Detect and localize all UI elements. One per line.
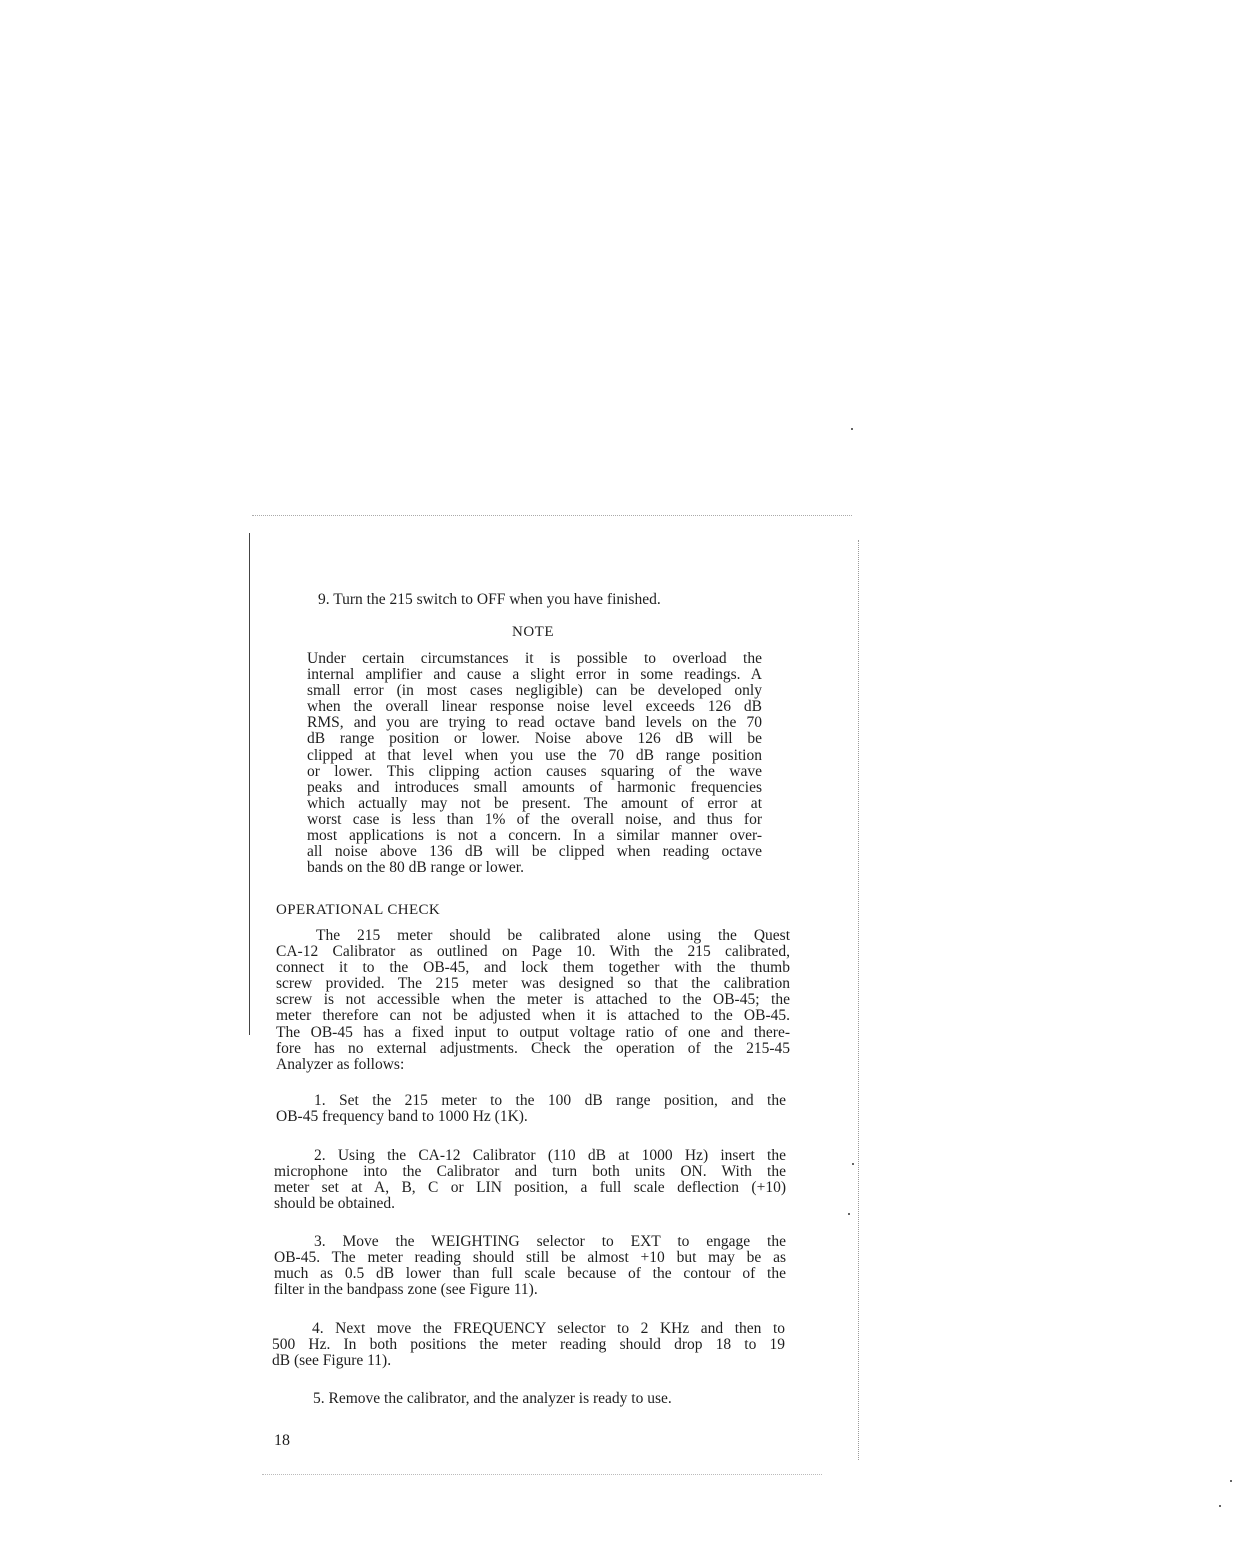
note-line: RMS, and you are trying to read octave band levels on the 70 [307,714,762,732]
step-line: 500 Hz. In both positions the meter reading should drop 18 to 19 [272,1336,785,1354]
scan-speckle-top [252,515,852,516]
note-line: when the overall linear response noise level exceeds 126 dB [307,698,762,716]
scan-dot [848,1213,850,1215]
operational-line: Analyzer as follows: [276,1055,405,1073]
note-line: peaks and introduces small amounts of harmonic frequencies [307,778,762,796]
note-line: bands on the 80 dB range or lower. [307,859,524,877]
note-line: which actually may not be present. The amount of error at [307,794,762,812]
operational-line: screw provided. The 215 meter was designed so that the calibration [276,975,790,993]
step-line: much as 0.5 dB lower than full scale because of the contour of the [274,1265,786,1283]
step-9: 9. Turn the 215 switch to OFF when you have finished. [318,591,661,608]
step-4 [272,1321,785,1369]
note-line: most applications is not a concern. In a similar manner over- [307,827,762,845]
scan-speckle-bottom [262,1474,822,1475]
note-line: internal amplifier and cause a slight error in some readings. A [307,666,762,684]
scan-page-edge [249,533,250,1035]
step-line: should be obtained. [274,1195,395,1213]
note-line: or lower. This clipping action causes squaring of the wave [307,762,762,780]
step-line: OB-45. The meter reading should still be almost +10 but may be as [274,1249,786,1267]
step-5: 5. Remove the calibrator, and the analyzer is ready to use. [313,1390,672,1407]
note-line: dB range position or lower. Noise above 126 dB will be [307,730,762,748]
scan-dot [1219,1505,1221,1507]
note-line: clipped at that level when you use the 70 dB range position [307,746,762,764]
scan-page-edge-right [858,540,859,1460]
step-line: meter set at A, B, C or LIN position, a full scale deflection (+10) [274,1179,786,1197]
step-line: OB-45 frequency band to 1000 Hz (1K). [276,1108,528,1126]
note-line: all noise above 136 dB will be clipped when reading octave [307,843,762,861]
step-line: 2. Using the CA-12 Calibrator (110 dB at 1000 Hz) insert the [314,1147,786,1164]
operational-line: CA-12 Calibrator as outlined on Page 10. With the 215 calibrated, [276,943,790,961]
note-line: small error (in most cases negligible) can be developed only [307,682,762,700]
scan-dot [852,1163,854,1165]
scan-dot [851,428,853,430]
operational-line: screw is not accessible when the meter is attached to the OB-45; the [276,991,790,1009]
step-line: 4. Next move the FREQUENCY selector to 2 KHz and then to [312,1320,785,1337]
step-3 [274,1234,786,1298]
step-line: filter in the bandpass zone (see Figure 11). [274,1281,538,1299]
note-body [307,651,762,876]
operational-line: fore has no external adjustments. Check the operation of the 215-45 [276,1039,790,1057]
step-1 [276,1093,786,1125]
step-line: microphone into the Calibrator and turn both units ON. With the [274,1163,786,1181]
note-line: worst case is less than 1% of the overall noise, and thus for [307,810,762,828]
step-line: 1. Set the 215 meter to the 100 dB range position, and the [314,1092,786,1109]
step-line: 3. Move the WEIGHTING selector to EXT to engage the [314,1233,786,1250]
operational-line: connect it to the OB-45, and lock them together with the thumb [276,959,790,977]
note-heading: NOTE [512,624,554,640]
page-number: 18 [274,1432,290,1449]
step-line: dB (see Figure 11). [272,1352,392,1370]
operational-line: The 215 meter should be calibrated alone using the Quest [316,927,790,944]
scan-dot [1230,1480,1232,1482]
note-line: Under certain circumstances it is possible to overload the [307,650,762,667]
operational-check-body [276,928,790,1073]
operational-line: meter therefore can not be adjusted when it is attached to the OB-45. [276,1007,790,1025]
operational-check-heading: OPERATIONAL CHECK [276,902,441,918]
operational-line: The OB-45 has a fixed input to output voltage ratio of one and there- [276,1023,790,1041]
step-2 [274,1148,786,1212]
